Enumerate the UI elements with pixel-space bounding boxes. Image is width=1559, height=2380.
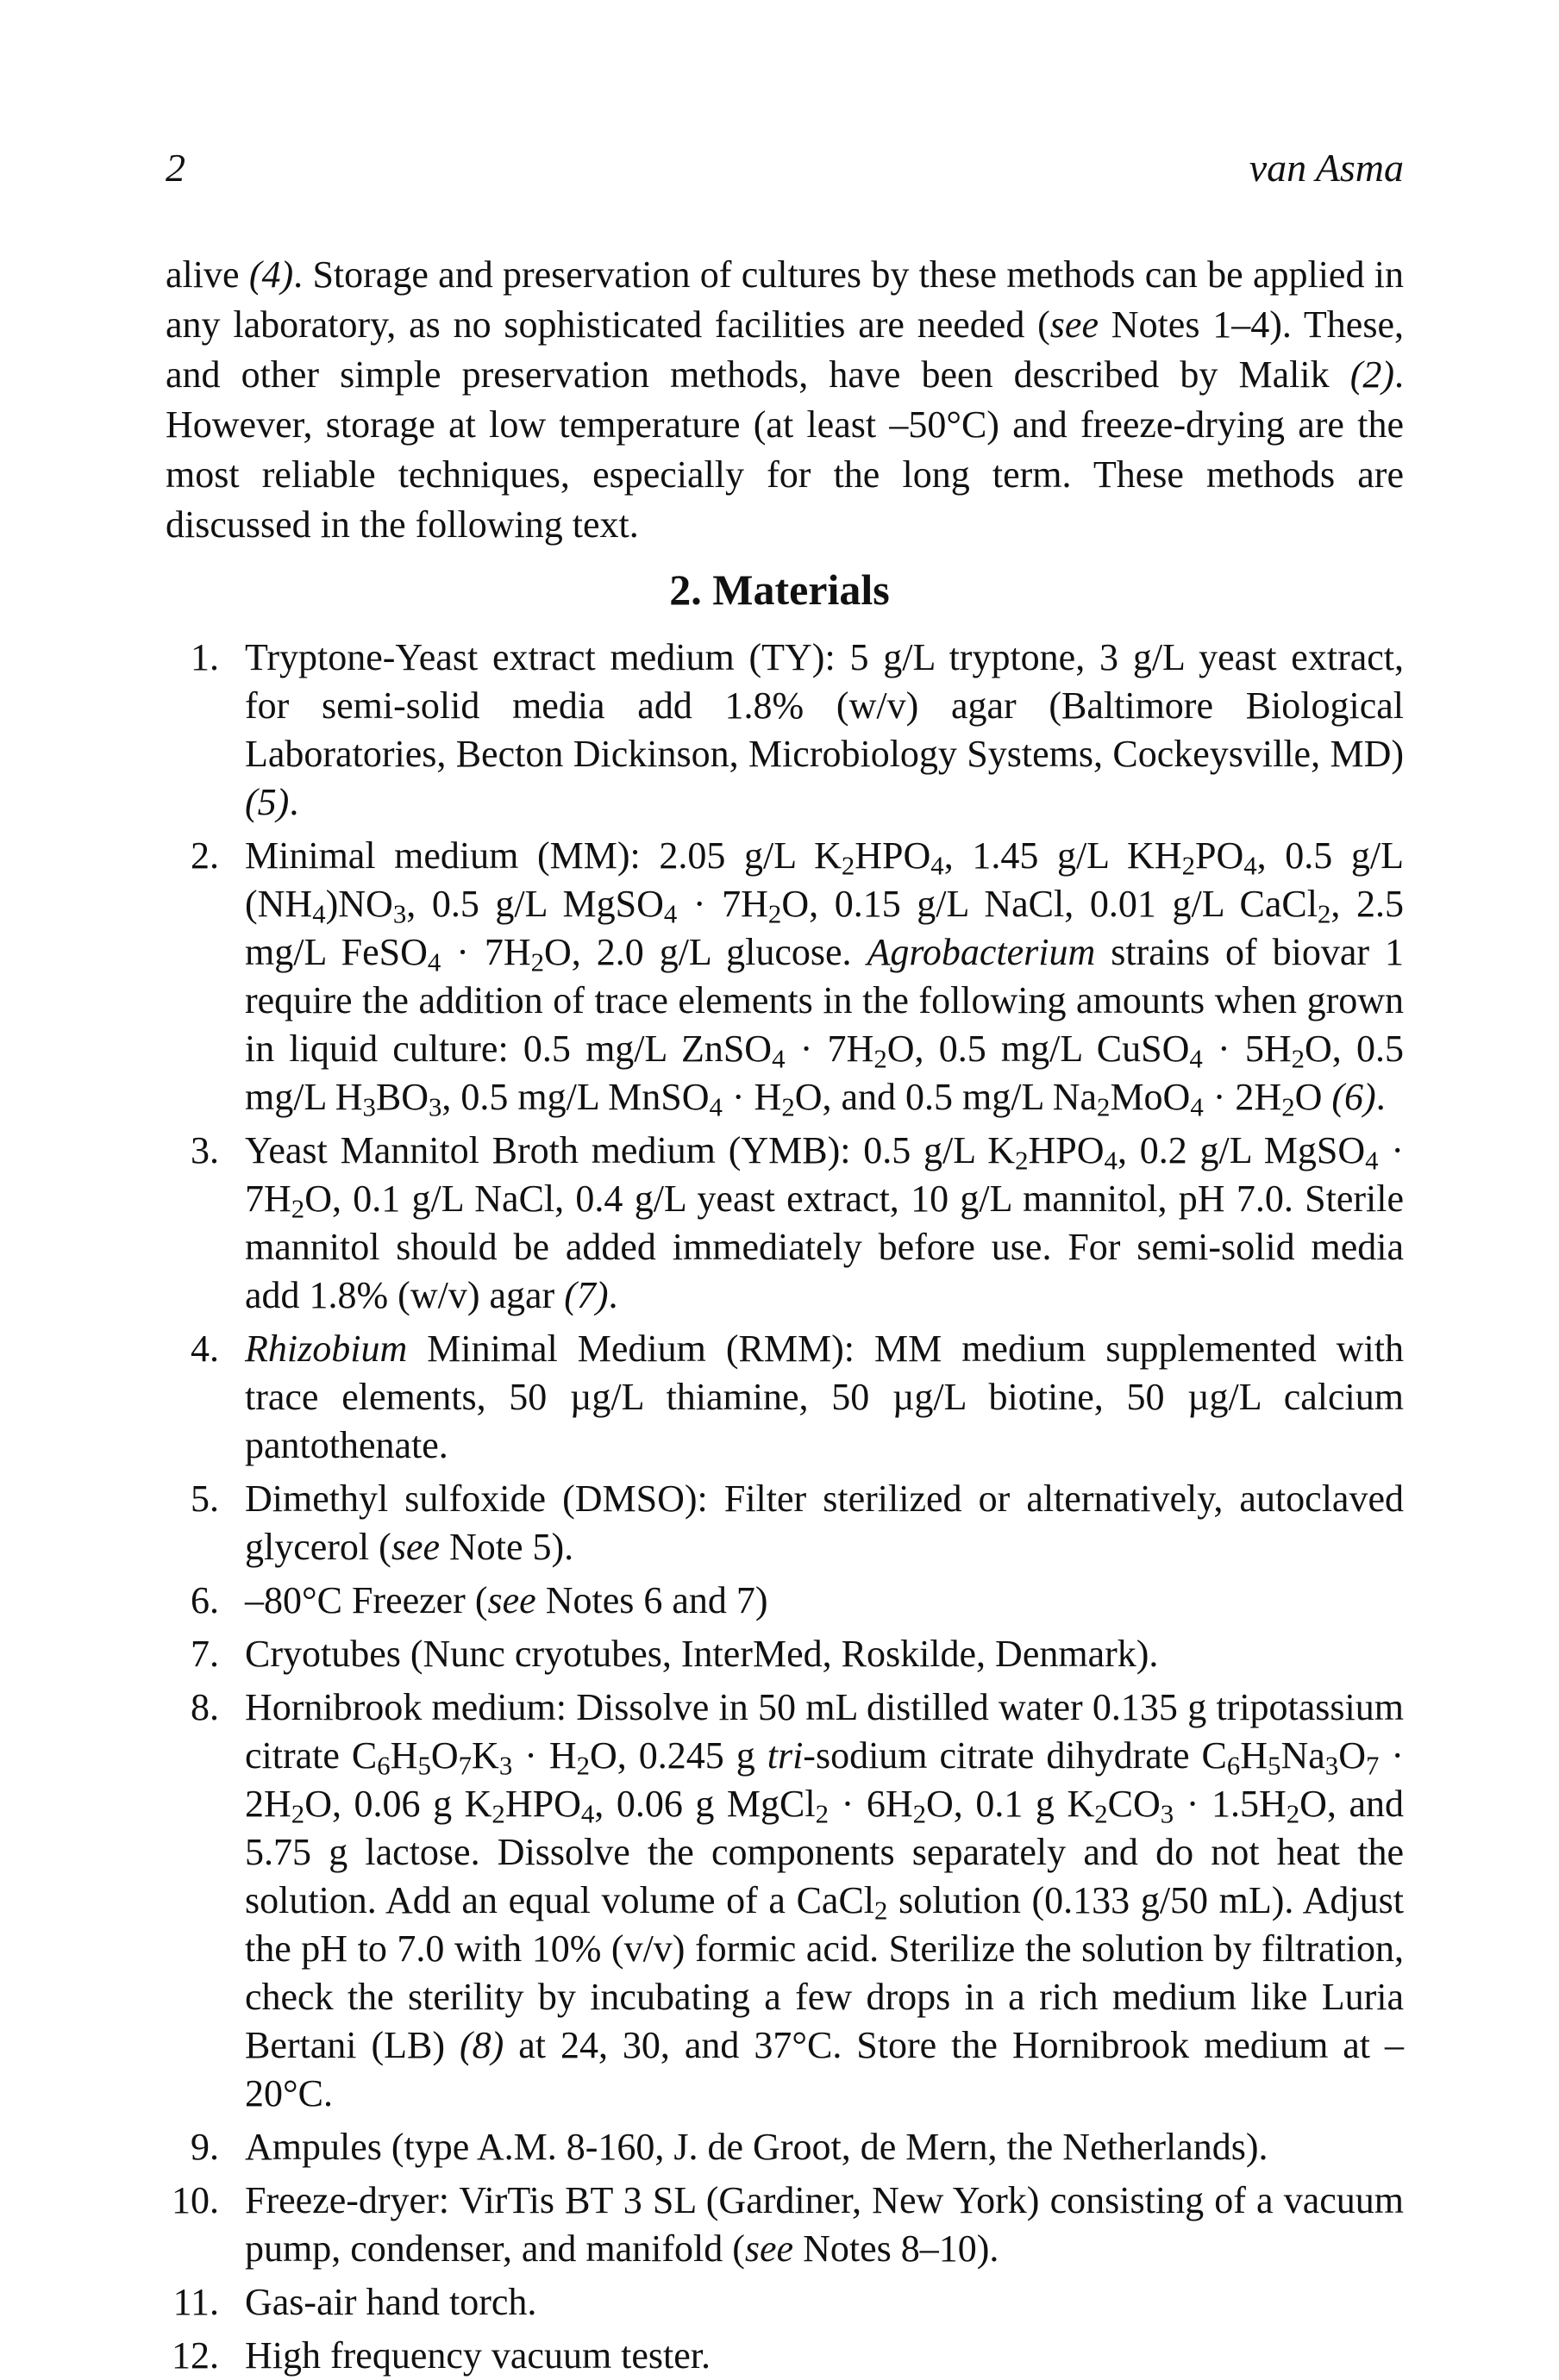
page-number: 2 [166,146,185,190]
section-heading: 2. Materials [669,565,890,614]
materials-item-6: 6. –80°C Freezer (see Notes 6 and 7) [191,1579,768,1621]
materials-item-3: 3. Yeast Mannitol Broth medium (YMB): 0.5 g/L $K_2HPO_4$, 0.2 g/L MgSO$_4$ · $7H_2O$, 0.1 g/L NaCl, 0.4 g/L yeast extract, 10 g/L mannitol, pH 7.0. Sterile mannitol should be added immediately before use. For semi-solid media add 1.8% (w/v) agar (7). [191,1129,1405,1316]
materials-item-4: 4. Rhizobium Minimal Medium (RMM): MM medium supplemented with trace elements, 50 µg/L thiamine, 50 µg/L biotine, 50 µg/L calcium pantothenate. [191,1327,1404,1466]
materials-item-2: 2. Minimal medium (MM): 2.05 g/L $K_2HPO_4$, 1.45 g/L $KH_2PO_4$, 0.5 g/L $(NH_4)NO_3$, 0.5 g/L MgSO$_4$ · $7H_2O$, 0.15 g/L NaCl, 0.01 g/L CaCl$_2$, 2.5 mg/L FeSO$_4$ · $7H_2O$, 2.0 g/L glucose. Agrobacterium strains of biovar 1 require the addition of trace elements in the following amounts when grown in liquid culture: 0.5 mg/L ZnSO$_4$ · $7H_2O$, 0.5 mg/L CuSO$_4$ · $5H_2O$, 0.5 mg/L $H_3BO_3$, 0.5 mg/L MnSO$_4$ · $H_2O$, and 0.5 mg/L $Na_2MoO_4 \cdot 2H_2O$ (6). [191,834,1405,1122]
materials-item-9: 9. Ampules (type A.M. 8-160, J. de Groot, de Mern, the Netherlands). [191,2126,1268,2168]
intro-paragraph: alive (4). Storage and preservation of cultures by these methods can be applied in any laboratory, as no sophisticated facilities are needed (see Notes 1–4). These, and other simple preservation methods, have been described by Malik (2). However, storage at low temperature (at least –50°C) and freeze-drying are the most reliable techniques, especially for the long term. These methods are discussed in the following text. [166,253,1404,546]
materials-list [166,634,1404,2380]
materials-item-11: 11. Gas-air hand torch. [172,2281,537,2323]
materials-item-12: 12. High frequency vacuum tester. [172,2334,711,2377]
materials-item-10: 10. Freeze-dryer: VirTis BT 3 SL (Gardiner, New York) consisting of a vacuum pump, condenser, and manifold (see Notes 8–10). [172,2179,1404,2270]
materials-item-8: 8. Hornibrook medium: Dissolve in 50 mL distilled water 0.135 g tripotassium citrate $C_6H_5O_7K_3 \cdot H_2O$, 0.245 g tri-sodium citrate dihydrate $C_6H_5Na_3O_7 \cdot 2H_2O$, 0.06 g $K_2HPO_4$, 0.06 g MgCl$_2$ · $6H_2O$, 0.1 g $K_2CO_3 \cdot 1.5H_2O$, and 5.75 g lactose. Dissolve the components separately and do not heat the solution. Add an equal volume of a CaCl$_2$ solution (0.133 g/50 mL). Adjust the pH to 7.0 with 10% (v/v) formic acid. Sterilize the solution by filtration, check the sterility by incubating a few drops in a rich medium like Luria Bertani (LB) (8) at 24, 30, and 37°C. Store the Hornibrook medium at –20°C. [191,1686,1405,2115]
materials-item-5: 5. Dimethyl sulfoxide (DMSO): Filter sterilized or alternatively, autoclaved glycerol (see Note 5). [191,1477,1404,1568]
materials-item-7: 7. Cryotubes (Nunc cryotubes, InterMed, Roskilde, Denmark). [191,1633,1159,1675]
running-title: van Asma [1249,146,1404,190]
materials-item-1: 1. Tryptone-Yeast extract medium (TY): 5 g/L tryptone, 3 g/L yeast extract, for semi-solid media add 1.8% (w/v) agar (Baltimore Biological Laboratories, Becton Dickinson, Microbiology Systems, Cockeysville, MD) (5). [191,636,1404,823]
